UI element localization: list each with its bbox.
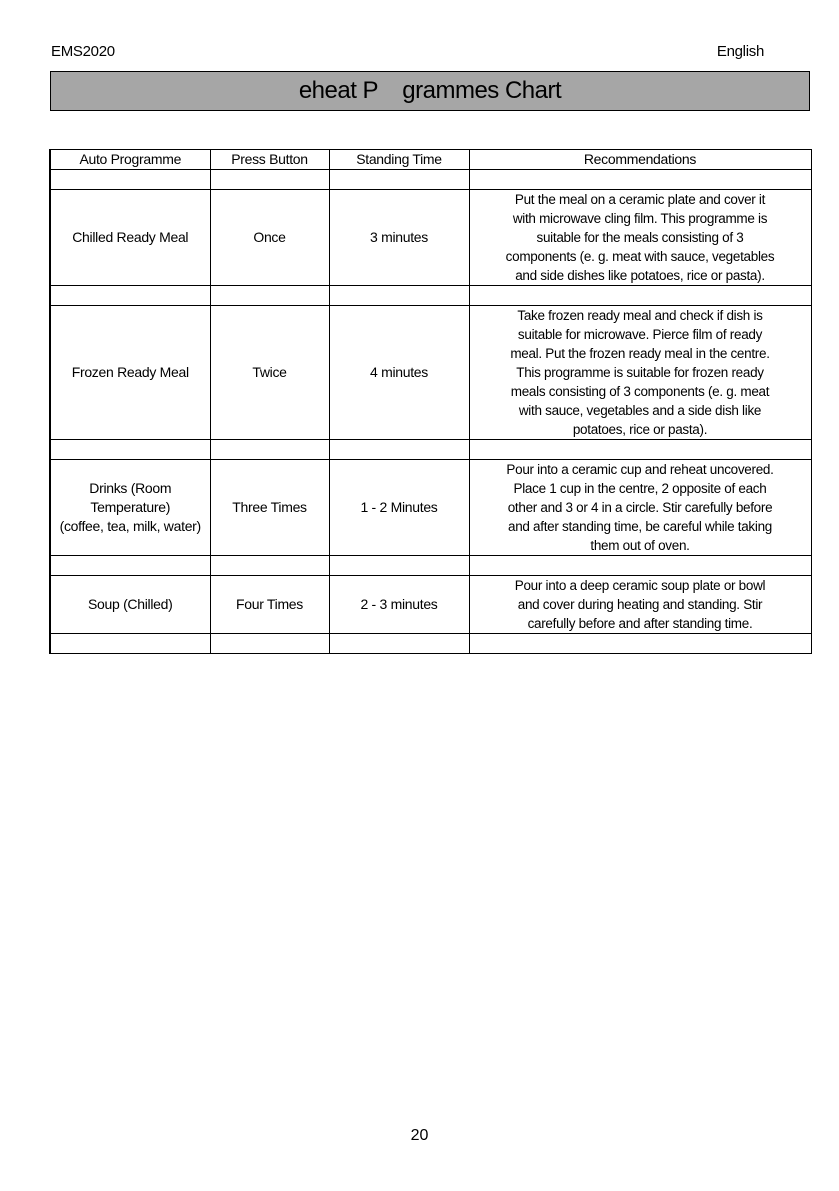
press-button-cell: Once xyxy=(210,190,329,286)
table-row xyxy=(50,576,811,634)
programme-name: Soup (Chilled) xyxy=(87,596,173,612)
spacer-row xyxy=(50,170,811,190)
spacer-cell xyxy=(469,286,811,306)
table-row xyxy=(50,190,811,286)
recommendation-cell xyxy=(469,576,811,634)
spacer-cell xyxy=(50,556,210,576)
column-header-recommendations: Recommendations xyxy=(469,150,811,170)
recommendation-line: other and 3 or 4 in a circle. Stir carefully before xyxy=(507,500,773,515)
spacer-row xyxy=(50,286,811,306)
page-number: 20 xyxy=(410,1127,429,1144)
reheat-programmes-table xyxy=(49,149,812,654)
recommendation-line: them out of oven. xyxy=(590,538,690,553)
recommendation-line: Pour into a ceramic cup and reheat uncovered. xyxy=(506,462,774,477)
spacer-cell xyxy=(469,634,811,654)
recommendation-line: with sauce, vegetables and a side dish like xyxy=(518,403,762,418)
spacer-cell xyxy=(210,170,329,190)
recommendation-line: and after standing time, be careful while taking xyxy=(507,519,772,534)
spacer-cell xyxy=(210,440,329,460)
programme-note: (coffee, tea, milk, water) xyxy=(59,518,201,534)
table-header-row xyxy=(50,150,811,170)
standing-time-cell: 4 minutes xyxy=(329,306,469,440)
recommendation-line: and cover during heating and standing. Stir xyxy=(517,597,763,612)
column-header-auto-programme: Auto Programme xyxy=(50,150,210,170)
table-row xyxy=(50,460,811,556)
recommendation-line: carefully before and after standing time. xyxy=(527,616,753,631)
standing-time-cell: 3 minutes xyxy=(329,190,469,286)
standing-time-cell: 2 - 3 minutes xyxy=(329,576,469,634)
recommendation-line: Take frozen ready meal and check if dish is xyxy=(517,308,763,323)
spacer-cell xyxy=(329,440,469,460)
language-label: English xyxy=(716,43,764,60)
title-bar xyxy=(50,71,810,111)
spacer-cell xyxy=(469,440,811,460)
recommendation-cell xyxy=(469,460,811,556)
recommendation-line: meal. Put the frozen ready meal in the centre. xyxy=(510,346,770,361)
programme-name: Frozen Ready Meal xyxy=(71,364,189,380)
recommendation-line: Pour into a deep ceramic soup plate or bowl xyxy=(514,578,766,593)
recommendation-line: suitable for microwave. Pierce film of ready xyxy=(517,327,763,342)
spacer-row xyxy=(50,634,811,654)
spacer-cell xyxy=(329,170,469,190)
recommendation-line: components (e. g. meat with sauce, vegetables xyxy=(505,249,775,264)
table-row xyxy=(50,306,811,440)
programme-name: Drinks (Room Temperature) xyxy=(89,480,172,515)
programme-cell xyxy=(50,306,210,440)
programme-cell xyxy=(50,576,210,634)
model-number: EMS2020 xyxy=(51,43,115,60)
spacer-cell xyxy=(469,556,811,576)
recommendation-line: meals consisting of 3 components (e. g. meat xyxy=(510,384,770,399)
programme-cell xyxy=(50,460,210,556)
recommendation-cell xyxy=(469,306,811,440)
spacer-row xyxy=(50,440,811,460)
spacer-cell xyxy=(210,286,329,306)
programme-cell xyxy=(50,190,210,286)
press-button-cell: Four Times xyxy=(210,576,329,634)
recommendation-line: potatoes, rice or pasta). xyxy=(572,422,708,437)
press-button-cell: Three Times xyxy=(210,460,329,556)
spacer-cell xyxy=(210,634,329,654)
table-body xyxy=(50,170,811,654)
recommendation-line: Place 1 cup in the centre, 2 opposite of each xyxy=(513,481,767,496)
column-header-standing-time: Standing Time xyxy=(329,150,469,170)
spacer-cell xyxy=(210,556,329,576)
recommendation-line: Put the meal on a ceramic plate and cover it xyxy=(514,192,766,207)
spacer-cell xyxy=(50,634,210,654)
spacer-cell xyxy=(50,286,210,306)
spacer-cell xyxy=(50,170,210,190)
spacer-cell xyxy=(469,170,811,190)
recommendation-line: This programme is suitable for frozen ready xyxy=(516,365,764,380)
programme-name: Chilled Ready Meal xyxy=(72,229,189,245)
standing-time-cell: 1 - 2 Minutes xyxy=(329,460,469,556)
page-title: eheat P grammes Chart xyxy=(298,77,562,104)
recommendation-cell xyxy=(469,190,811,286)
press-button-cell: Twice xyxy=(210,306,329,440)
spacer-cell xyxy=(329,556,469,576)
spacer-cell xyxy=(50,440,210,460)
recommendation-line: with microwave cling film. This programme is xyxy=(512,211,768,226)
spacer-cell xyxy=(329,634,469,654)
column-header-press-button: Press Button xyxy=(210,150,329,170)
recommendation-line: and side dishes like potatoes, rice or pasta). xyxy=(515,268,765,283)
spacer-row xyxy=(50,556,811,576)
recommendation-line: suitable for the meals consisting of 3 xyxy=(536,230,744,245)
spacer-cell xyxy=(329,286,469,306)
